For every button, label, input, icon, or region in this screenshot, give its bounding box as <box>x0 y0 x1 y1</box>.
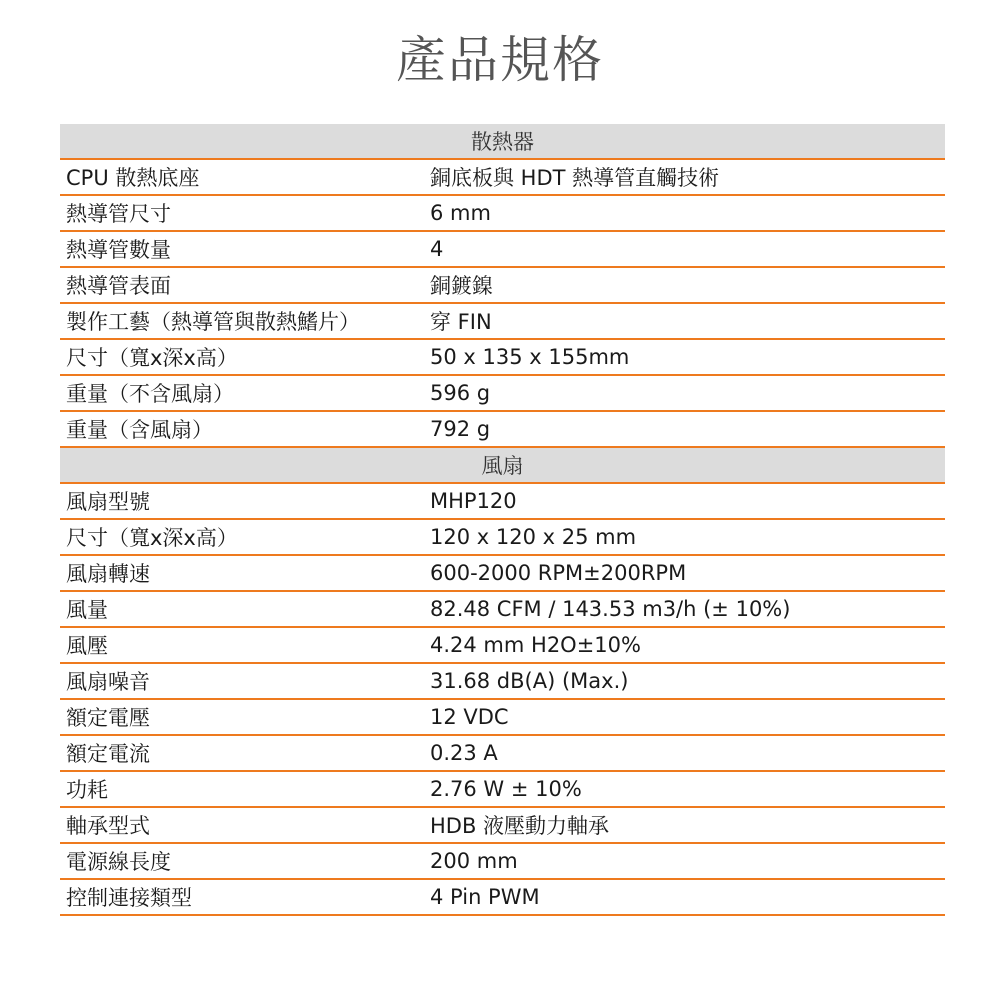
row-label: 控制連接類型 <box>66 886 192 910</box>
row-label: 重量（含風扇） <box>66 418 213 442</box>
table-row <box>60 592 945 628</box>
row-label: 熱導管數量 <box>66 238 171 262</box>
table-row <box>60 808 945 844</box>
table-row <box>60 736 945 772</box>
row-value: HDB 液壓動力軸承 <box>430 814 610 838</box>
table-row <box>60 196 945 232</box>
row-label: 功耗 <box>66 778 108 802</box>
row-label: 熱導管表面 <box>66 274 171 298</box>
row-value: 82.48 CFM / 143.53 m3/h (± 10%) <box>430 597 791 621</box>
row-label: 重量（不含風扇） <box>66 382 234 406</box>
row-label: 製作工藝（熱導管與散熱鰭片） <box>66 310 360 334</box>
row-value: 50 x 135 x 155mm <box>430 345 630 369</box>
section-header-heatsink: 散熱器 <box>60 124 945 160</box>
table-row <box>60 664 945 700</box>
row-value: 4 Pin PWM <box>430 885 540 909</box>
row-value: 4 <box>430 237 444 261</box>
row-label: 額定電壓 <box>66 706 150 730</box>
row-label: 風扇轉速 <box>66 562 150 586</box>
row-label: 尺寸（寬x深x高） <box>66 526 238 550</box>
row-label: 軸承型式 <box>66 814 150 838</box>
table-row <box>60 628 945 664</box>
table-row <box>60 844 945 880</box>
table-row <box>60 484 945 520</box>
table-row <box>60 556 945 592</box>
table-row <box>60 772 945 808</box>
row-label: CPU 散熱底座 <box>66 166 200 190</box>
section-header-fan: 風扇 <box>60 448 945 484</box>
row-label: 尺寸（寬x深x高） <box>66 346 238 370</box>
table-row <box>60 304 945 340</box>
row-value: 12 VDC <box>430 705 509 729</box>
row-label: 額定電流 <box>66 742 150 766</box>
row-value: 596 g <box>430 381 491 405</box>
table-row <box>60 160 945 196</box>
row-label: 風量 <box>66 598 108 622</box>
table-row <box>60 520 945 556</box>
row-value: 4.24 mm H2O±10% <box>430 633 641 657</box>
row-value: 2.76 W ± 10% <box>430 777 582 801</box>
row-label: 風扇噪音 <box>66 670 150 694</box>
row-value: 792 g <box>430 417 491 441</box>
row-value: 31.68 dB(A) (Max.) <box>430 669 629 693</box>
row-value: 200 mm <box>430 849 518 873</box>
row-label: 風壓 <box>66 634 108 658</box>
row-label: 電源線長度 <box>66 850 171 874</box>
row-value: 6 mm <box>430 201 491 225</box>
row-label: 風扇型號 <box>66 490 150 514</box>
row-label: 熱導管尺寸 <box>66 202 171 226</box>
table-row <box>60 232 945 268</box>
row-value: 120 x 120 x 25 mm <box>430 525 637 549</box>
row-value: MHP120 <box>430 489 517 513</box>
table-row <box>60 376 945 412</box>
table-row <box>60 340 945 376</box>
spec-table <box>60 124 945 916</box>
table-row <box>60 700 945 736</box>
row-value: 銅鍍鎳 <box>430 274 493 298</box>
row-value: 600-2000 RPM±200RPM <box>430 561 687 585</box>
row-value: 0.23 A <box>430 741 498 765</box>
page-title: 產品規格 <box>396 31 604 89</box>
table-row <box>60 880 945 916</box>
row-value: 穿 FIN <box>430 310 492 334</box>
table-row <box>60 412 945 448</box>
row-value: 銅底板與 HDT 熱導管直觸技術 <box>430 166 720 190</box>
table-row <box>60 268 945 304</box>
